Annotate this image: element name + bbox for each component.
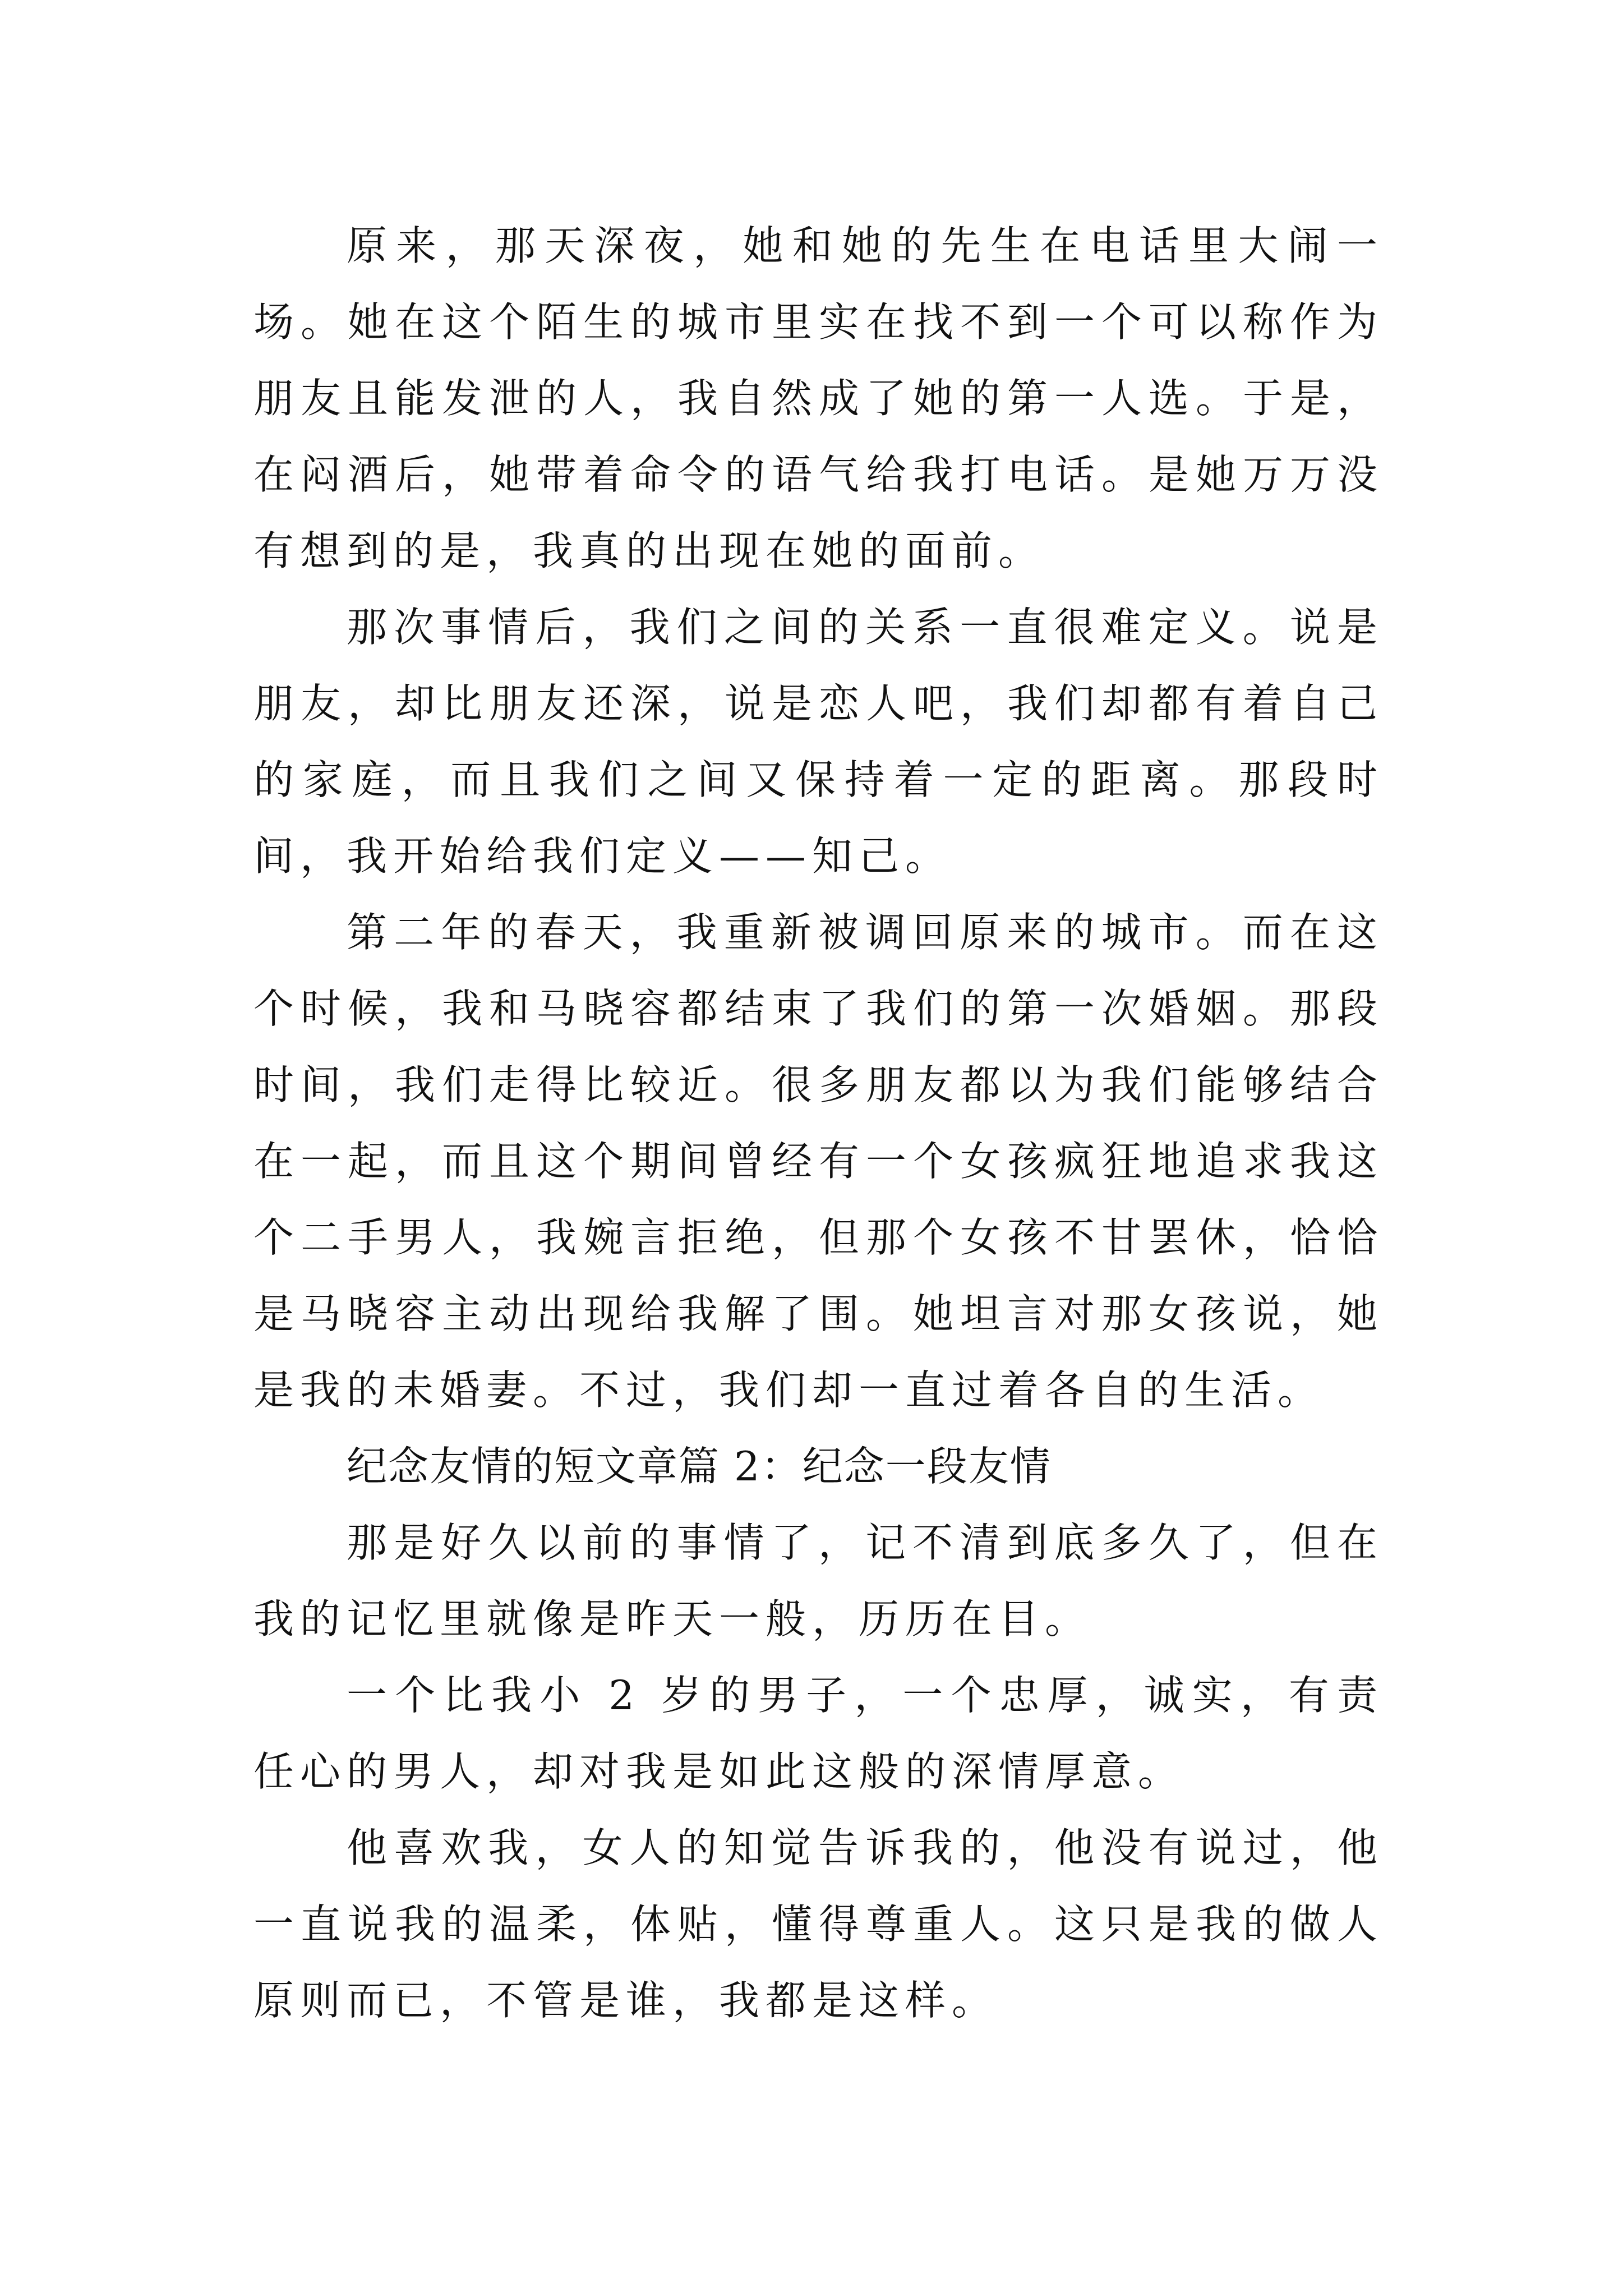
paragraph: 第二年的春天，我重新被调回原来的城市。而在这个时候，我和马晓容都结束了我们的第一次婚姻。那段时间，我们走得比较近。很多朋友都以为我们能够结合在一起，而且这个期间曾经有一个女孩疯狂地追求我这个二手男人，我婉言拒绝，但那个女孩不甘罢休，恰恰是马晓容主动出现给我解了围。她坦言对那女孩说，她是我的未婚妻。不过，我们却一直过着各自的生活。	[253, 909, 1384, 1414]
paragraph: 那是好久以前的事情了，记不清到底多久了，但在我的记忆里就像是昨天一般，历历在目。	[253, 1519, 1384, 1642]
paragraph: 他喜欢我，女人的知觉告诉我的，他没有说过，他一直说我的温柔，体贴，懂得尊重人。这只是我的做人原则而已，不管是谁，我都是这样。	[253, 1824, 1384, 2024]
document-body	[253, 208, 1384, 2039]
section-heading: 纪念友情的短文章篇 2：纪念一段友情	[347, 1443, 1052, 1490]
paragraph: 那次事情后，我们之间的关系一直很难定义。说是朋友，却比朋友还深，说是恋人吧，我们却都有着自己的家庭，而且我们之间又保持着一定的距离。那段时间，我开始给我们定义——知己。	[253, 604, 1384, 880]
paragraph: 原来，那天深夜，她和她的先生在电话里大闹一场。她在这个陌生的城市里实在找不到一个可以称作为朋友且能发泄的人，我自然成了她的第一人选。于是，在闷酒后，她带着命令的语气给我打电话。是她万万没有想到的是，我真的出现在她的面前。	[253, 222, 1384, 574]
paragraph: 一个比我小 2 岁的男子，一个忠厚，诚实，有责任心的男人，却对我是如此这般的深情厚意。	[253, 1672, 1384, 1795]
